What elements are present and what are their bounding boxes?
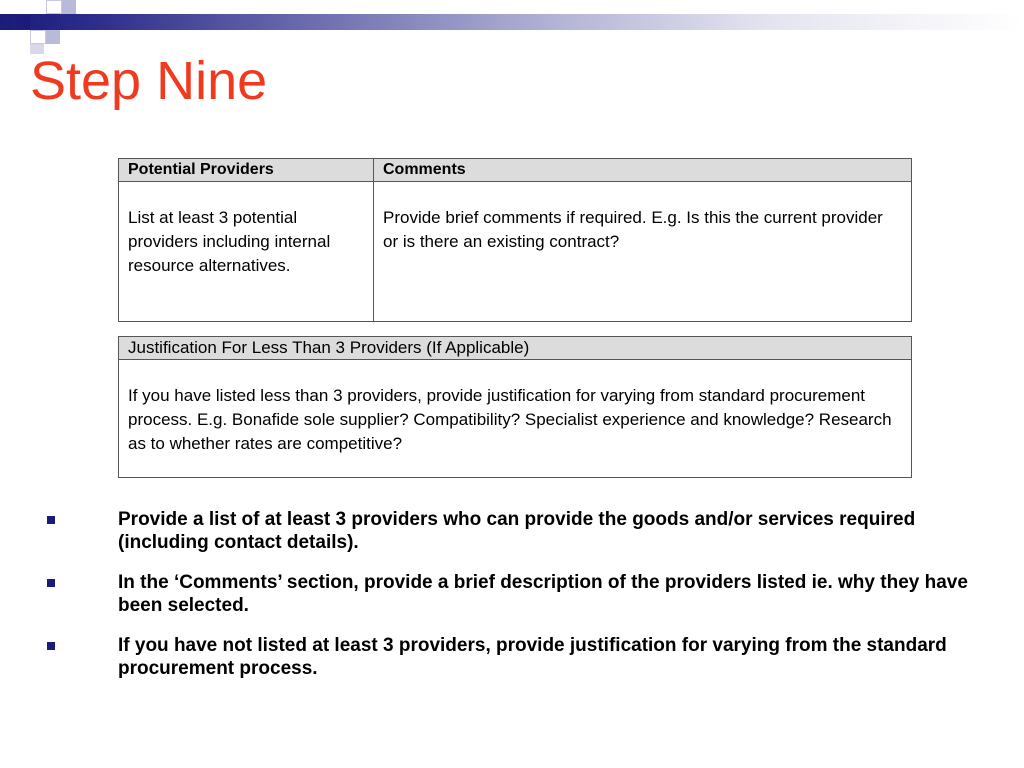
list-item-text: If you have not listed at least 3 providers, provide justification for varying from the standard procurement process. bbox=[118, 635, 947, 679]
list-item bbox=[0, 508, 1010, 554]
decor-square bbox=[46, 30, 60, 44]
justification-cell: If you have listed less than 3 providers, provide justification for varying from standard procurement process. E.g. Bonafide sole supplier? Compatibility? Specialist experience and knowledge? Research as to whether rates are competitive? bbox=[119, 360, 912, 478]
list-item bbox=[0, 634, 1010, 680]
list-item bbox=[0, 571, 1010, 617]
header-gradient-bar bbox=[0, 14, 1024, 30]
comments-cell: Provide brief comments if required. E.g. Is this the current provider or is there an existing contract? bbox=[374, 182, 912, 322]
table-header-row bbox=[119, 159, 912, 182]
header-potential-providers: Potential Providers bbox=[119, 159, 374, 182]
decor-square bbox=[62, 0, 76, 14]
instruction-list bbox=[0, 508, 1010, 697]
square-bullet-icon bbox=[47, 516, 55, 524]
table-header-row bbox=[119, 337, 912, 360]
providers-table bbox=[118, 158, 912, 322]
slide-title: Step Nine bbox=[30, 51, 268, 111]
list-item-text: In the ‘Comments’ section, provide a brief description of the providers listed ie. why they have been selected. bbox=[118, 572, 968, 616]
providers-cell: List at least 3 potential providers including internal resource alternatives. bbox=[119, 182, 374, 322]
header-comments: Comments bbox=[374, 159, 912, 182]
decor-square bbox=[16, 15, 30, 29]
header-justification: Justification For Less Than 3 Providers (If Applicable) bbox=[119, 337, 912, 360]
table-row bbox=[119, 360, 912, 478]
square-bullet-icon bbox=[47, 642, 55, 650]
decor-square bbox=[46, 0, 62, 14]
list-item-text: Provide a list of at least 3 providers who can provide the goods and/or services required (including contact details). bbox=[118, 509, 916, 553]
justification-table bbox=[118, 336, 912, 478]
square-bullet-icon bbox=[47, 579, 55, 587]
table-row bbox=[119, 182, 912, 322]
decor-square bbox=[30, 30, 46, 44]
